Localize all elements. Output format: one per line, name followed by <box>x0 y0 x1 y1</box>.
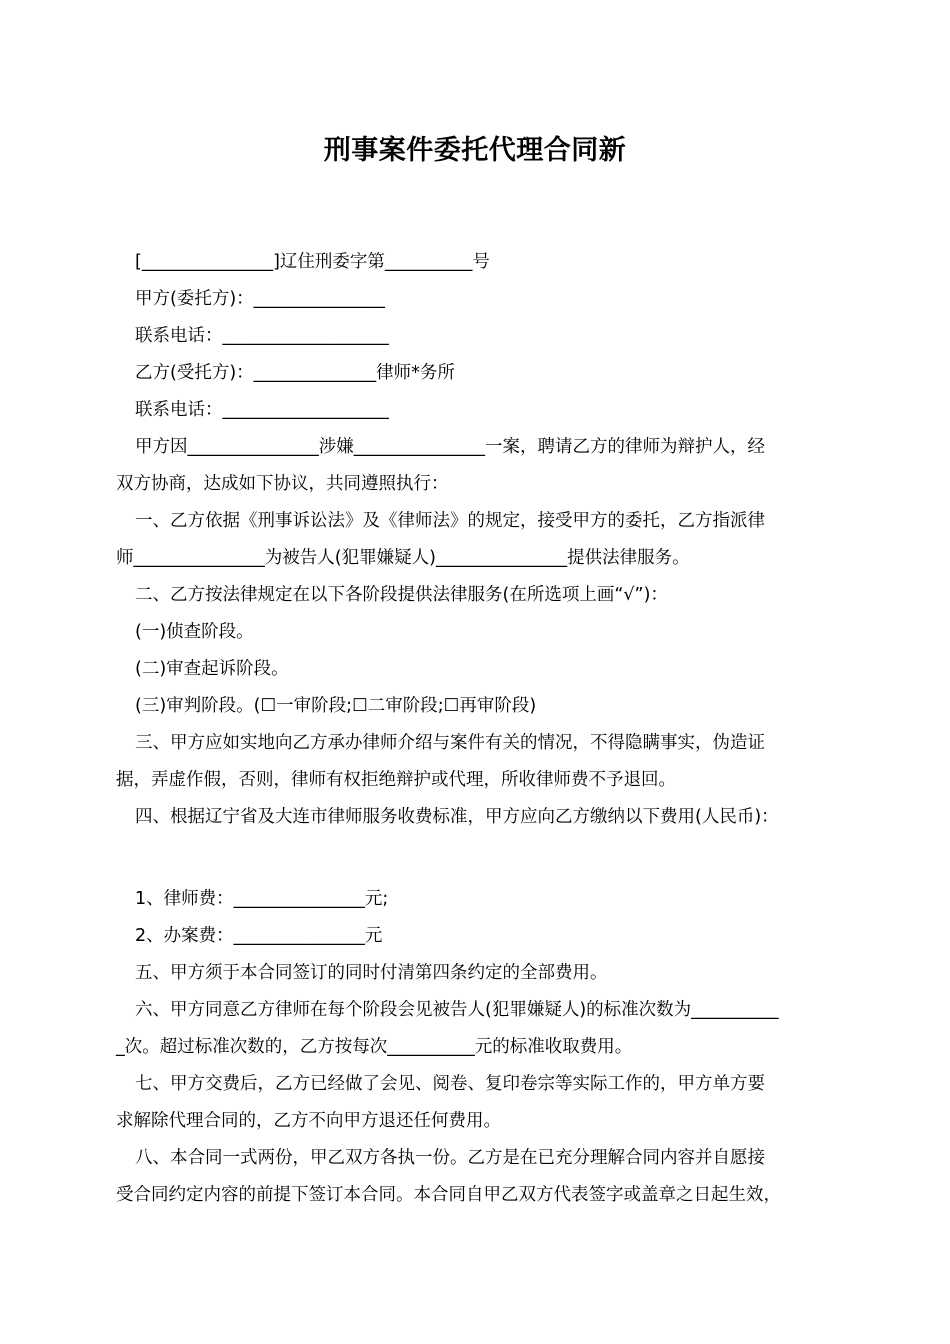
document-title: 刑事案件委托代理合同新 <box>323 135 627 166</box>
clause-7-line: 七、甲方交费后，乙方已经做了会见、阅卷、复印卷宗等实际工作的，甲方单方要 <box>135 1074 765 1094</box>
clause-4-line: 四、根据辽宁省及大连市律师服务收费标准，甲方应向乙方缴纳以下费用(人民币)： <box>135 807 779 827</box>
clause-1-line: 一、乙方依据《刑事诉讼法》及《律师法》的规定，接受甲方的委托，乙方指派律 <box>135 511 765 531</box>
stage-item: (一)侦查阶段。 <box>135 622 254 642</box>
stage-item: (二)审查起诉阶段。 <box>135 659 289 679</box>
clause-8-line: 八、本合同一式两份，甲乙双方各执一份。乙方是在已充分理解合同内容并自愿接 <box>135 1148 765 1168</box>
preamble-line: 双方协商，达成如下协议，共同遵照执行： <box>116 474 449 494</box>
document-body <box>116 244 844 1214</box>
clause-2-line: 二、乙方按法律规定在以下各阶段提供法律服务(在所选项上画“√”)： <box>135 585 668 605</box>
clause-6-line: _次。超过标准次数的，乙方按每次__________元的标准收取费用。 <box>116 1037 633 1057</box>
clause-1-line: 师_______________为被告人(犯罪嫌疑人)_______________提供法律服务。 <box>116 548 690 568</box>
clause-5-line: 五、甲方须于本合同签订的同时付清第四条约定的全部费用。 <box>135 963 608 983</box>
clause-3-line: 三、甲方应如实地向乙方承办律师介绍与案件有关的情况，不得隐瞒事实，伪造证 <box>135 733 765 753</box>
paragraph-gap <box>116 836 844 881</box>
party-a-phone-line: 联系电话：___________________ <box>135 326 389 346</box>
clause-3-line: 据，弄虚作假，否则，律师有权拒绝辩护或代理，所收律师费不予退回。 <box>116 770 676 790</box>
stage-item: (三)审判阶段。(☐一审阶段;☐二审阶段;☐再审阶段) <box>135 696 537 716</box>
fee-item: 2、办案费：_______________元 <box>135 926 383 946</box>
preamble-line: 甲方因_______________涉嫌_______________一案，聘请乙方的律师为辩护人，经 <box>135 437 765 457</box>
party-a-line: 甲方(委托方)：_______________ <box>135 289 385 309</box>
fee-item: 1、律师费：_______________元; <box>135 889 389 909</box>
clause-6-line: 六、甲方同意乙方律师在每个阶段会见被告人(犯罪嫌疑人)的标准次数为__________ <box>135 1000 779 1020</box>
clause-8-line: 受合同约定内容的前提下签订本合同。本合同自甲乙双方代表签字或盖章之日起生效， <box>116 1185 781 1205</box>
party-b-line: 乙方(受托方)：______________律师*务所 <box>135 363 455 383</box>
contract-number-line: [_______________]辽住刑委字第__________号 <box>135 252 490 272</box>
clause-7-line: 求解除代理合同的，乙方不向甲方退还任何费用。 <box>116 1111 501 1131</box>
party-b-phone-line: 联系电话：___________________ <box>135 400 389 420</box>
